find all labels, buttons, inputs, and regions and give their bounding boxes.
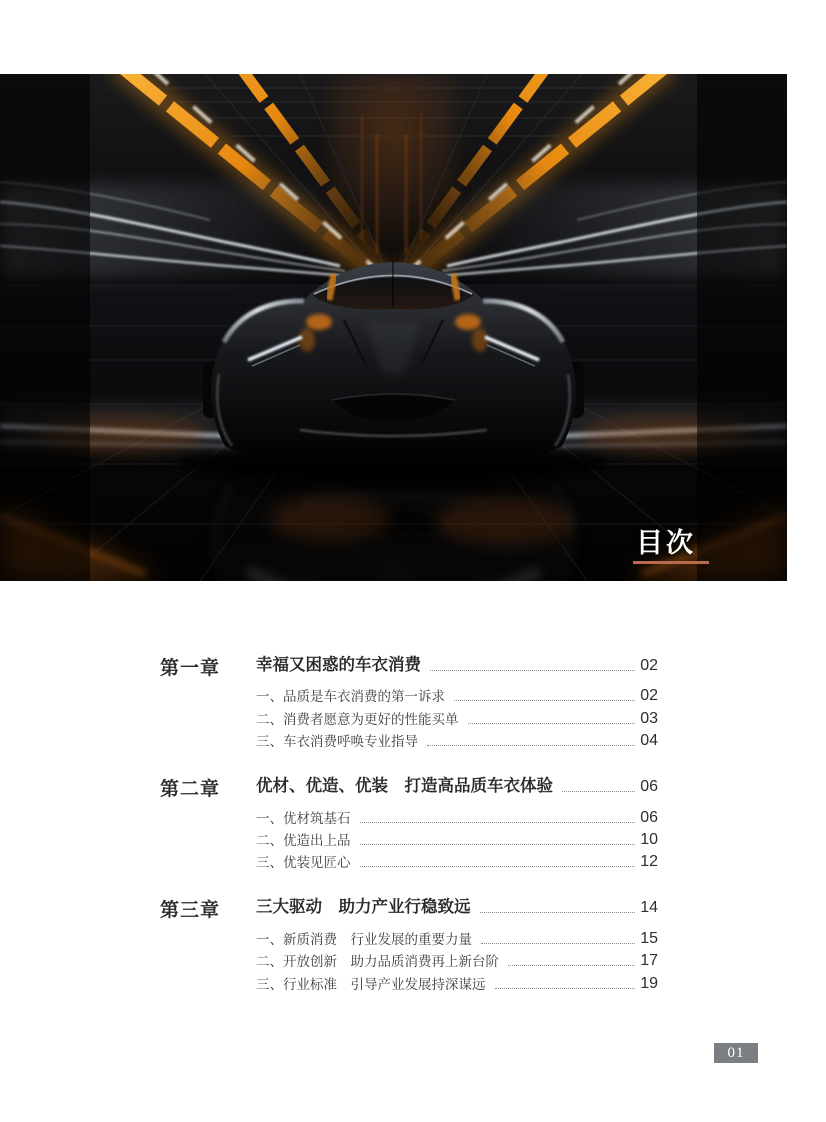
- toc-entry-chapter-1[interactable]: [256, 652, 658, 676]
- hero-scene: [0, 74, 787, 581]
- toc-entry-title: 三、优装见匠心: [256, 855, 351, 871]
- toc-entry-page: 06: [640, 808, 658, 826]
- dotted-leader: [360, 844, 636, 845]
- toc-entry-title: 三、车衣消费呼唤专业指导: [256, 734, 418, 750]
- toc-entry-page: 14: [640, 899, 658, 917]
- toc-entry-title: 一、新质消费 行业发展的重要力量: [256, 931, 472, 947]
- toc-entry-page: 12: [640, 853, 658, 871]
- dotted-leader: [360, 822, 636, 823]
- toc-entry-title: 二、优造出上品: [256, 832, 351, 848]
- toc-entry-page: 15: [640, 929, 658, 947]
- dotted-leader: [468, 723, 636, 724]
- toc-heading-underline: [633, 561, 709, 564]
- toc-subentry-3-1[interactable]: [256, 926, 658, 948]
- toc-entry-page: 19: [640, 974, 658, 992]
- chapter-1-label: 第一章: [160, 658, 221, 679]
- toc-subentry-1-3[interactable]: [256, 729, 658, 751]
- dotted-leader: [454, 700, 635, 701]
- toc-entry-page: 02: [640, 687, 658, 705]
- toc-entry-page: 17: [640, 952, 658, 970]
- toc-entry-title: 优材、优造、优装 打造高品质车衣体验: [256, 777, 553, 796]
- dotted-leader: [360, 866, 636, 867]
- toc-entry-title: 一、品质是车衣消费的第一诉求: [256, 689, 445, 705]
- dotted-leader: [430, 670, 635, 671]
- dotted-leader: [480, 912, 636, 913]
- dotted-leader: [562, 791, 635, 792]
- toc-subentry-2-3[interactable]: [256, 850, 658, 872]
- toc-entry-page: 06: [640, 778, 658, 796]
- hero-image: [0, 74, 787, 581]
- dotted-leader: [481, 943, 635, 944]
- dotted-leader: [495, 988, 636, 989]
- chapter-2-label: 第二章: [160, 779, 221, 801]
- toc-chapter-2: [160, 773, 658, 872]
- toc-entry-title: 三大驱动 助力产业行稳致远: [256, 898, 471, 917]
- toc-entry-title: 一、优材筑基石: [256, 810, 351, 826]
- toc-subentry-2-2[interactable]: [256, 828, 658, 850]
- toc-subentry-1-1[interactable]: [256, 684, 658, 706]
- toc-entry-title: 三、行业标准 引导产业发展持深谋远: [256, 976, 486, 992]
- toc-entry-chapter-3[interactable]: [256, 894, 658, 918]
- toc-entry-page: 02: [640, 657, 658, 674]
- toc-entry-page: 10: [640, 830, 658, 848]
- toc-subentry-2-1[interactable]: [256, 805, 658, 827]
- toc-subentry-1-2[interactable]: [256, 706, 658, 728]
- toc-entry-page: 04: [640, 732, 658, 750]
- page-number-badge: 01: [714, 1043, 758, 1063]
- table-of-contents: [160, 652, 658, 1016]
- toc-entry-title: 二、开放创新 助力品质消费再上新台阶: [256, 954, 499, 970]
- dotted-leader: [427, 745, 635, 746]
- toc-subentry-3-3[interactable]: [256, 971, 658, 993]
- toc-subentry-3-2[interactable]: [256, 949, 658, 971]
- toc-chapter-1: [160, 652, 658, 751]
- hero-caption: [636, 529, 709, 564]
- toc-chapter-3: [160, 894, 658, 993]
- toc-entry-chapter-2[interactable]: [256, 773, 658, 797]
- toc-heading: 目次: [636, 528, 696, 558]
- toc-entry-title: 幸福又困惑的车衣消费: [256, 656, 421, 674]
- toc-entry-page: 03: [640, 709, 658, 727]
- dotted-leader: [508, 965, 635, 966]
- chapter-3-label: 第三章: [160, 900, 221, 922]
- toc-entry-title: 二、消费者愿意为更好的性能买单: [256, 711, 459, 727]
